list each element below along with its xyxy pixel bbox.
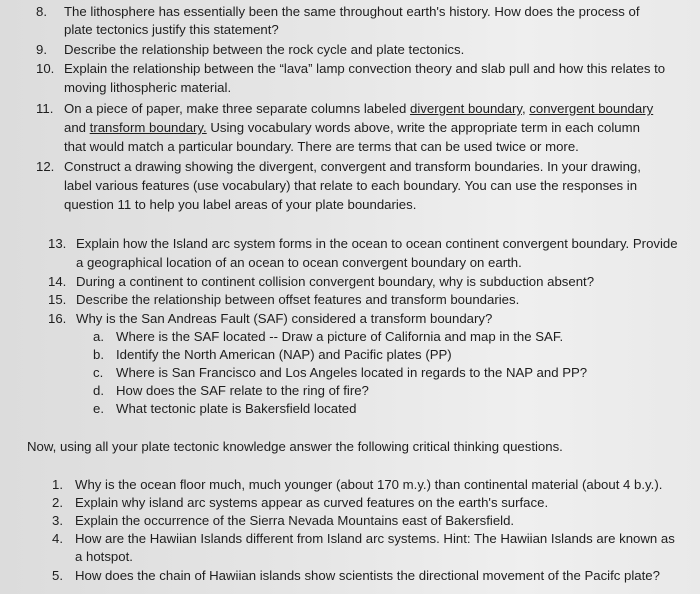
q12-text-line1: Construct a drawing showing the divergent, convergent and transform boundaries. In your drawing, bbox=[64, 159, 641, 174]
q12-text-line3: question 11 to help you label areas of your plate boundaries. bbox=[64, 197, 417, 212]
divergent-boundary-term: divergent boundary bbox=[410, 101, 522, 116]
q8-text-line2: plate tectonics justify this statement? bbox=[64, 22, 279, 37]
q11-comma: , bbox=[521, 101, 530, 116]
q16-sub-e-letter: e. bbox=[93, 401, 104, 416]
q13-text-line1: Explain how the Island arc system forms in the ocean to ocean continent convergent boundary. Provide bbox=[76, 236, 678, 251]
q11-text-line1 bbox=[64, 100, 653, 117]
q11-text-line2-end: Using vocabulary words above, write the appropriate term in each column bbox=[206, 120, 640, 135]
q14-text-line1: During a continent to continent collision convergent boundary, why is subduction absent? bbox=[76, 274, 595, 289]
q12-number: 12. bbox=[36, 159, 55, 174]
critical-thinking-intro: Now, using all your plate tectonic knowledge answer the following critical thinking questions. bbox=[27, 439, 563, 454]
q8-text-line1: The lithosphere has essentially been the same throughout earth's history. How does the process of bbox=[64, 4, 640, 19]
q15-text-line1: Describe the relationship between offset features and transform boundaries. bbox=[76, 292, 520, 307]
q11-text-line1-start: On a piece of paper, make three separate columns labeled bbox=[64, 101, 411, 116]
q11-text-line2-start: and bbox=[64, 120, 90, 135]
ct3-text-line1: Explain the occurrence of the Sierra Nevada Mountains east of Bakersfield. bbox=[75, 513, 515, 528]
q11-text-line3: that would match a particular boundary. There are terms that can be used twice or more. bbox=[64, 139, 579, 154]
q9-text-line1: Describe the relationship between the rock cycle and plate tectonics. bbox=[64, 42, 465, 57]
q8-number: 8. bbox=[36, 4, 47, 19]
ct2-number: 2. bbox=[52, 495, 63, 510]
q16-text-line1: Why is the San Andreas Fault (SAF) considered a transform boundary? bbox=[76, 311, 493, 326]
ct2-text-line1: Explain why island arc systems appear as curved features on the earth's surface. bbox=[75, 495, 549, 510]
q14-number: 14. bbox=[48, 274, 67, 289]
q13-number: 13. bbox=[48, 236, 67, 251]
q11-text-line2 bbox=[64, 119, 640, 136]
q16-number: 16. bbox=[48, 311, 67, 326]
ct5-number: 5. bbox=[52, 568, 63, 583]
q10-text-line2: moving lithospheric material. bbox=[64, 80, 232, 95]
q15-number: 15. bbox=[48, 292, 67, 307]
q13-text-line2: a geographical location of an ocean to ocean convergent boundary on earth. bbox=[76, 255, 522, 270]
q12-text-line2: label various features (use vocabulary) that relate to each boundary. You can use the responses in bbox=[64, 178, 638, 193]
q16-sub-a-text: Where is the SAF located -- Draw a picture of California and map in the SAF. bbox=[116, 329, 564, 344]
ct1-number: 1. bbox=[52, 477, 63, 492]
q16-sub-d-letter: d. bbox=[93, 383, 104, 398]
q16-sub-c-letter: c. bbox=[93, 365, 104, 380]
q16-sub-b-letter: b. bbox=[93, 347, 104, 362]
ct3-number: 3. bbox=[52, 513, 63, 528]
q16-sub-e-text: What tectonic plate is Bakersfield located bbox=[116, 401, 357, 416]
q16-sub-c-text: Where is San Francisco and Los Angeles located in regards to the NAP and PP? bbox=[116, 365, 588, 380]
ct4-text-line1: How are the Hawiian Islands different from Island arc systems. Hint: The Hawiian Islands are known as bbox=[75, 531, 675, 546]
q10-number: 10. bbox=[36, 61, 55, 76]
ct5-text-line1: How does the chain of Hawiian islands show scientists the directional movement of the Pacifc plate? bbox=[75, 568, 660, 583]
q16-sub-a-letter: a. bbox=[93, 329, 104, 344]
ct4-text-line2: a hotspot. bbox=[75, 549, 133, 564]
transform-boundary-term: transform boundary. bbox=[89, 120, 207, 135]
convergent-boundary-term: convergent boundary bbox=[529, 101, 654, 116]
ct1-text-line1: Why is the ocean floor much, much younger (about 170 m.y.) than continental material (about 4 b.y.). bbox=[75, 477, 663, 492]
q16-sub-d-text: How does the SAF relate to the ring of fire? bbox=[116, 383, 369, 398]
q9-number: 9. bbox=[36, 42, 47, 57]
ct4-number: 4. bbox=[52, 531, 63, 546]
q16-sub-b-text: Identify the North American (NAP) and Pacific plates (PP) bbox=[116, 347, 452, 362]
q11-number: 11. bbox=[36, 101, 54, 116]
q10-text-line1: Explain the relationship between the “lava” lamp convection theory and slab pull and how this relates to bbox=[64, 61, 666, 76]
